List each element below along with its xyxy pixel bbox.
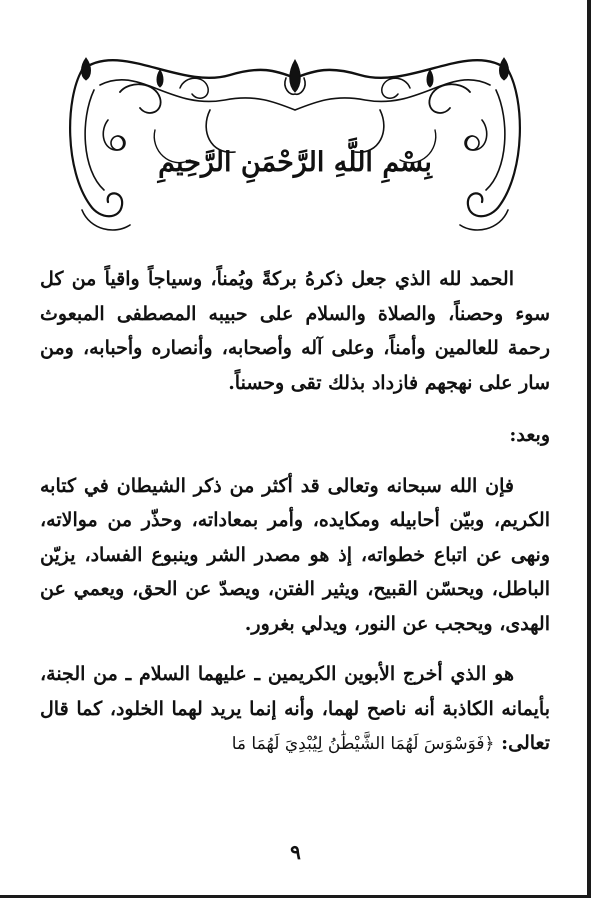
paragraph-parents	[40, 657, 550, 762]
page-number: ٩	[290, 840, 301, 864]
basmala-heading: بِسْمِ اللَّهِ الرَّحْمَنِ الرَّحِيمِ	[158, 146, 432, 178]
paragraph-intro: الحمد لله الذي جعل ذكرهُ بركةً ويُمناً، وسياجاً واقياً من كل سوء وحصناً، والصلاة والسلام على حبيبه المصطفى المبعوث رحمة للعالمين وأمناً، وعلى آله وأصحابه، وأنصاره وأحبابه، ومن سار على نهجهم فازداد بذلك تقى وحسناً.	[40, 268, 550, 394]
ornamental-frame	[60, 30, 530, 240]
section-heading: وبعد:	[509, 424, 550, 446]
paragraph-shaytan: فإن الله سبحانه وتعالى قد أكثر من ذكر الشيطان في كتابه الكريم، وبيّن أحابيله ومكايده، وأمر بمعاداته، وحذّر من موالاته، ونهى عن اتباع خطواته، إذ هو مصدر الشر وينبوع الفساد، يزيّن الباطل، ويحسّن القبيح، ويثير الفتن، ويصدّ عن الحق، ويعمي عن الهدى، ويحجب عن النور، ويدلي بغرور.	[40, 474, 550, 635]
quran-quote: ﴿فَوَسْوَسَ لَهُمَا الشَّيْطَٰنُ لِيُبْدِيَ لَهُمَا مَا	[231, 734, 495, 754]
paragraph-parents-text: هو الذي أخرج الأبوين الكريمين ـ عليهما السلام ـ من الجنة، بأيمانه الكاذبة أنه ناصح لهما، وأنه إنما يريد لهما الخلود، كما قال تعالى:	[40, 663, 550, 754]
page-edge-right	[587, 0, 591, 898]
page-body	[40, 262, 550, 762]
